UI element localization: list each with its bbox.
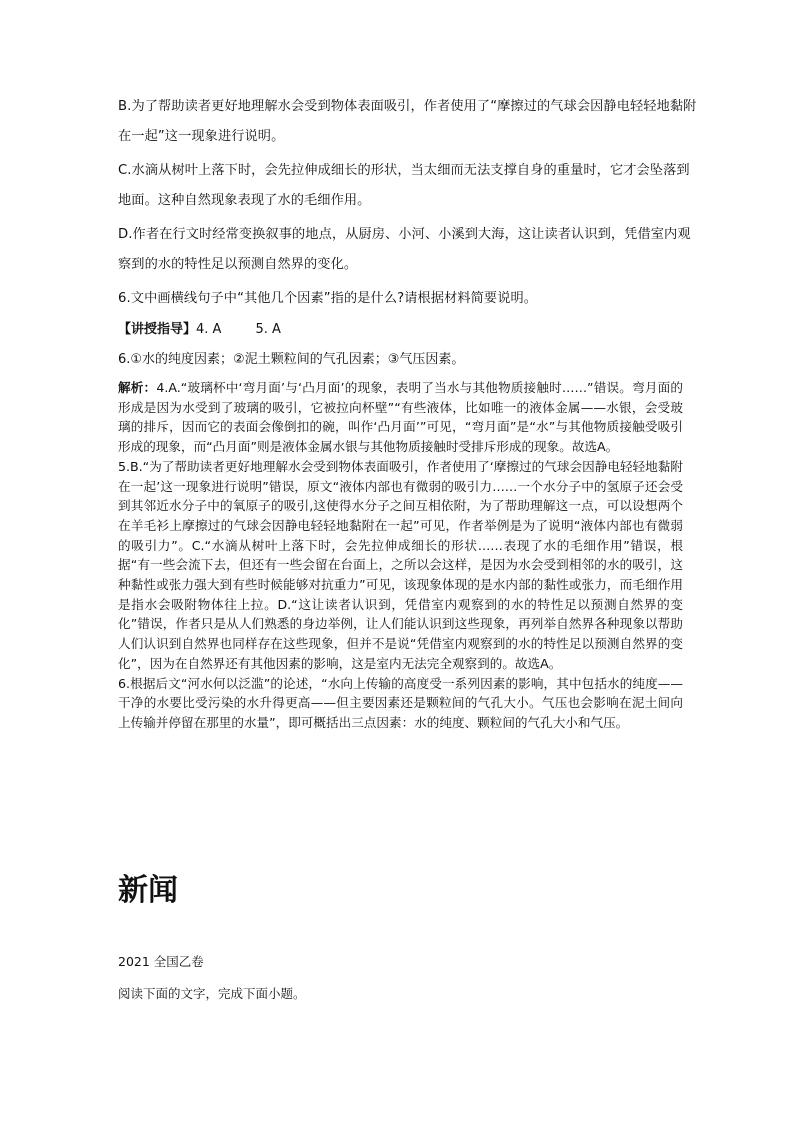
exam-source: 2021 全国乙卷 bbox=[118, 954, 204, 969]
analysis-4-text: 4.A.“玻璃杯中‘弯月面’与‘凸月面’的现象，表明了当水与其他物质接触时……”错误。弯月面的形成是因为水受到了玻璃的吸引，它被拉向杯壁”“有些液体，比如唯一的液体金属——水银，会受玻璃的排斥，因而它的表面会像倒扣的碗，叫作‘凸月面’”可见，“弯月面”是“水”与其他物质接触受吸引形成的现象，而“凸月面”则是液体金属水银与其他物质接触时受排斥形成的现象。故选A。 bbox=[118, 380, 683, 455]
answer-5: 5. A bbox=[255, 322, 281, 337]
answer-6: 6.①水的纯度因素；②泥土颗粒间的气孔因素；③气压因素。 bbox=[118, 352, 465, 367]
answer-4: 4. A bbox=[196, 322, 222, 337]
section-title: 新闻 bbox=[118, 873, 178, 908]
analysis-block bbox=[118, 378, 683, 733]
teaching-guide bbox=[118, 316, 698, 376]
guide-label: 【讲授指导】 bbox=[118, 322, 197, 337]
option-b: B.为了帮助读者更好地理解水会受到物体表面吸引，作者使用了“摩擦过的气球会因静电轻轻地黏附在一起”这一现象进行说明。 bbox=[118, 99, 697, 144]
reading-instruction: 阅读下面的文字，完成下面小题。 bbox=[118, 986, 306, 1001]
option-c: C.水滴从树叶上落下时，会先拉伸成细长的形状，当太细而无法支撑自身的重量时，它才会坠落到地面。这种自然现象表现了水的毛细作用。 bbox=[118, 163, 690, 208]
analysis-4 bbox=[118, 378, 683, 457]
guide-answers-line bbox=[118, 316, 698, 344]
question-meta bbox=[118, 946, 678, 1010]
question-6: 6.文中画横线句子中“其他几个因素”指的是什么?请根据材料简要说明。 bbox=[118, 291, 538, 306]
option-d: D.作者在行文时经常变换叙事的地点，从厨房、小河、小溪到大海，这让读者认识到，凭借室内观察到的水的特性足以预测自然界的变化。 bbox=[118, 227, 691, 272]
analysis-5: 5.B.“为了帮助读者更好地理解水会受到物体表面吸引，作者使用了‘摩擦过的气球会因静电轻轻地黏附在一起’这一现象进行说明”错误，原文“液体内部也有微弱的吸引力……一个水分子中的氢原子还会受到其邻近水分子中的氧原子的吸引,这使得水分子之间互相依附，为了帮助理解这一点，可以设想两个在羊毛衫上摩擦过的气球会因静电轻轻地黏附在一起”可见，作者举例是为了说明“液体内部也有微弱的吸引力”。C.“水滴从树叶上落下时，会先拉伸成细长的形状……表现了水的毛细作用”错误，根据“有一些会流下去，但还有一些会留在台面上，之所以会这样，是因为水会受到相邻的水的吸引，这种黏性或张力强大到有些时候能够对抗重力”可见，该现象体现的是水内部的黏性或张力，而毛细作用是指水会吸附物体往上拉。D.“这让读者认识到，凭借室内观察到的水的特性足以预测自然界的变化”错误，作者只是从人们熟悉的身边举例，让人们能认识到这些现象，再列举自然界各种现象以帮助人们认识到自然界也同样存在这些现象，但并不是说“凭借室内观察到的水的特性足以预测自然界的变化”，因为在自然界还有其他因素的影响，这是室内无法完全观察到的。故选A。 bbox=[118, 458, 683, 671]
answer-options bbox=[118, 92, 698, 318]
analysis-label: 解析： bbox=[118, 380, 157, 395]
analysis-6: 6.根据后文“河水何以泛滥”的论述，“水向上传输的高度受一系列因素的影响，其中包括水的纯度——干净的水要比受污染的水升得更高——但主要因素还是颗粒间的气孔大小。气压也会影响在泥土间向上传输并停留在那里的水量”，即可概括出三点因素：水的纯度、颗粒间的气孔大小和气压。 bbox=[118, 675, 683, 730]
